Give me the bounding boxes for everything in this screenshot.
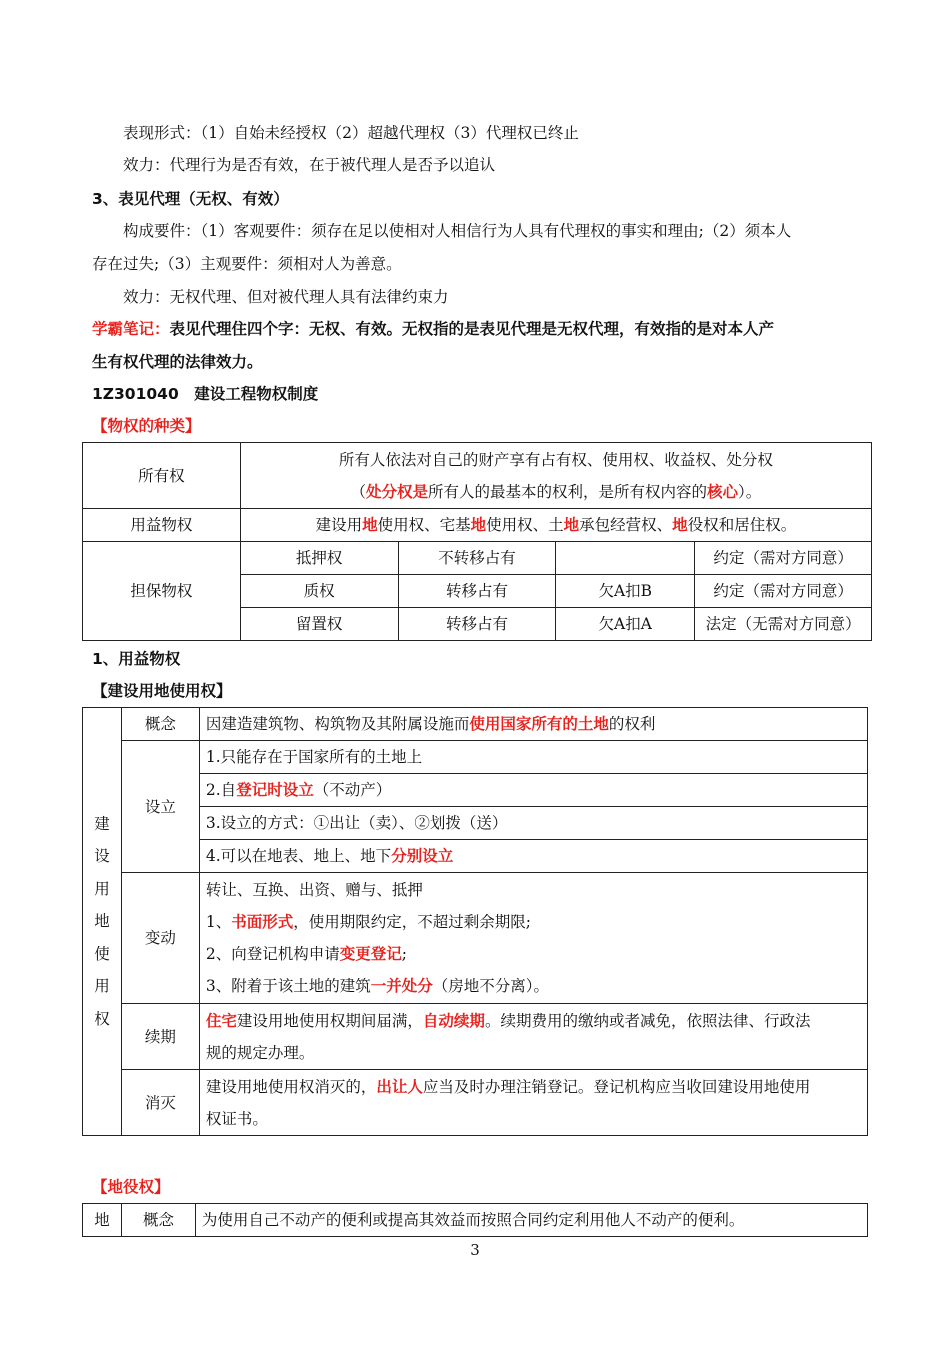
study-note-label: 学霸笔记： xyxy=(92,320,170,338)
study-note-line-1 xyxy=(92,313,866,345)
renewal-text xyxy=(199,1004,867,1070)
concept-label: 概念 xyxy=(121,708,199,741)
t: 建设用地使用权消灭的， xyxy=(205,1077,377,1096)
t: ）。 xyxy=(738,482,762,501)
page-number: 3 xyxy=(470,1241,480,1259)
requirements-line-2: 存在过失;（3）主观要件：须相对人为善意。 xyxy=(92,255,402,273)
land-side-label xyxy=(83,708,122,1136)
t: 地 xyxy=(470,515,487,534)
easement-label: 概念 xyxy=(121,1204,195,1237)
change-row xyxy=(83,873,868,1004)
extinction-row xyxy=(83,1070,868,1136)
t: 因建造建筑物、构筑物及其附属设施而 xyxy=(205,715,470,733)
easement-heading: 【地役权】 xyxy=(92,1178,170,1196)
t: （不动产） xyxy=(313,781,392,799)
t: ; xyxy=(401,945,408,963)
property-types-table xyxy=(82,442,872,641)
extinction-label: 消灭 xyxy=(121,1070,199,1136)
ownership-desc xyxy=(240,443,871,509)
t: 住宅 xyxy=(205,1010,237,1030)
t: 用 xyxy=(94,879,110,898)
land-use-table xyxy=(82,707,868,1136)
change-line-4 xyxy=(206,970,861,1002)
requirements-line-1: 构成要件：（1）客观要件：须存在足以使相对人相信行为人具有代理权的事实和理由;（2）须本人 xyxy=(123,222,792,240)
easement-text: 为使用自己不动产的便利或提高其效益而按照合同约定利用他人不动产的便利。 xyxy=(195,1204,867,1237)
easement-side: 地 xyxy=(83,1204,122,1237)
change-label: 变动 xyxy=(121,873,199,1004)
usufruct-desc xyxy=(240,509,871,542)
security-agreement: 约定（需对方同意） xyxy=(695,542,872,575)
ownership-line-1: 所有人依法对自己的财产享有占有权、使用权、收益权、处分权 xyxy=(338,450,773,469)
t: 一并处分 xyxy=(370,976,433,995)
t: 使用权、宅基 xyxy=(377,516,471,534)
t: 设 xyxy=(94,847,110,866)
security-note xyxy=(556,542,695,575)
t: 。续期费用的缴纳或者减免，依照法律、行政法 xyxy=(484,1011,811,1030)
extinction-line-1 xyxy=(206,1071,861,1103)
t: （房地不分离）。 xyxy=(432,977,550,995)
establish-row xyxy=(83,774,868,807)
section-title: 1Z301040 建设工程物权制度 xyxy=(92,385,319,403)
t: 役权和居住权。 xyxy=(687,516,797,534)
t: 3、附着于该土地的建筑 xyxy=(205,977,371,995)
t: 书面形式 xyxy=(231,912,294,931)
t: 使用国家所有的土地 xyxy=(469,714,609,733)
t: 地 xyxy=(362,515,378,534)
security-note: 欠A扣A xyxy=(556,608,695,641)
change-line-1: 转让、互换、出资、赠与、抵押 xyxy=(205,881,423,899)
t: 承包经营权、 xyxy=(579,516,673,534)
renewal-line-2: 规的规定办理。 xyxy=(205,1043,315,1062)
apparent-agency-heading: 3、表见代理（无权、有效） xyxy=(92,190,289,208)
t: 自动续期 xyxy=(422,1010,485,1030)
ownership-label: 所有权 xyxy=(83,443,241,509)
security-agreement: 约定（需对方同意） xyxy=(695,575,872,608)
effect-line: 效力：代理行为是否有效，在于被代理人是否予以追认 xyxy=(123,156,496,174)
t: 建设用 xyxy=(315,516,363,534)
establish-label: 设立 xyxy=(121,741,199,873)
security-row xyxy=(83,542,872,575)
form-text: （1）自始未经授权（2）超越代理权（3）代理权已终止 xyxy=(200,124,579,142)
types-heading: 【物权的种类】 xyxy=(92,417,201,435)
change-line-2 xyxy=(206,906,861,938)
security-possession: 转移占有 xyxy=(398,575,556,608)
t: 分别设立 xyxy=(391,846,454,865)
easement-table xyxy=(82,1203,868,1237)
study-note-text: 表见代理住四个字：无权、有效。无权指的是表见代理是无权代理，有效指的是对本人产 xyxy=(169,320,775,338)
change-text xyxy=(199,873,867,1004)
t: 2、向登记机构申请 xyxy=(205,945,340,963)
establish-row xyxy=(83,741,868,774)
t: 地 xyxy=(672,515,688,534)
t: 出让人 xyxy=(376,1076,423,1096)
security-possession: 转移占有 xyxy=(398,608,556,641)
t: 1、 xyxy=(205,913,232,931)
t: 变更登记 xyxy=(339,944,402,963)
t: 用 xyxy=(94,977,110,996)
usufruct-heading: 1、用益物权 xyxy=(92,650,181,668)
security-note: 欠A扣B xyxy=(556,575,695,608)
renewal-label: 续期 xyxy=(121,1004,199,1070)
establish-row xyxy=(83,840,868,873)
t: 权 xyxy=(94,1009,110,1028)
usufruct-row xyxy=(83,509,872,542)
security-name: 抵押权 xyxy=(240,542,398,575)
extinction-line-2: 权证书。 xyxy=(205,1109,268,1128)
t: 建 xyxy=(94,814,110,833)
establish-item-3: 3.设立的方式：①出让（卖）、②划拨（送） xyxy=(199,807,867,840)
t: 建设用地使用权期间届满， xyxy=(236,1011,423,1030)
t: （ xyxy=(350,482,366,501)
establish-item-1: 1.只能存在于国家所有的土地上 xyxy=(199,741,867,774)
t: ，使用期限约定，不超过剩余期限; xyxy=(293,913,532,931)
easement-row xyxy=(83,1204,868,1237)
t: 地 xyxy=(94,912,110,931)
t: 所有人的最基本的权利，是所有权内容的 xyxy=(428,482,708,501)
t: 登记时设立 xyxy=(236,780,314,799)
renewal-line-1 xyxy=(206,1005,861,1037)
renewal-row xyxy=(83,1004,868,1070)
form-line xyxy=(92,117,866,149)
apparent-effect-line: 效力：无权代理、但对被代理人具有法律约束力 xyxy=(123,288,449,306)
security-possession: 不转移占有 xyxy=(398,542,556,575)
study-note-line-2: 生有权代理的法律效力。 xyxy=(92,353,263,371)
t: 的权利 xyxy=(608,715,656,733)
establish-item-4 xyxy=(199,840,867,873)
extinction-text xyxy=(199,1070,867,1136)
t: 处分权是 xyxy=(365,481,428,501)
t: 使用权、土 xyxy=(486,516,564,534)
t: 2.自 xyxy=(205,781,237,799)
security-label: 担保物权 xyxy=(83,542,241,641)
t: 使 xyxy=(94,944,110,963)
change-line-3 xyxy=(206,938,861,970)
security-agreement: 法定（无需对方同意） xyxy=(695,608,872,641)
concept-text xyxy=(199,708,867,741)
land-heading: 【建设用地使用权】 xyxy=(92,682,232,700)
concept-row xyxy=(83,708,868,741)
t: 地 xyxy=(563,515,580,534)
security-name: 留置权 xyxy=(240,608,398,641)
usufruct-label: 用益物权 xyxy=(83,509,241,542)
t: 核心 xyxy=(707,481,739,501)
establish-row xyxy=(83,807,868,840)
t: 应当及时办理注销登记。登记机构应当收回建设用地使用 xyxy=(422,1077,811,1096)
form-label: 表现形式： xyxy=(123,124,201,142)
establish-item-2 xyxy=(199,774,867,807)
security-name: 质权 xyxy=(240,575,398,608)
ownership-row xyxy=(83,443,872,509)
t: 4.可以在地表、地上、地下 xyxy=(205,847,392,865)
ownership-line-2 xyxy=(247,476,865,508)
